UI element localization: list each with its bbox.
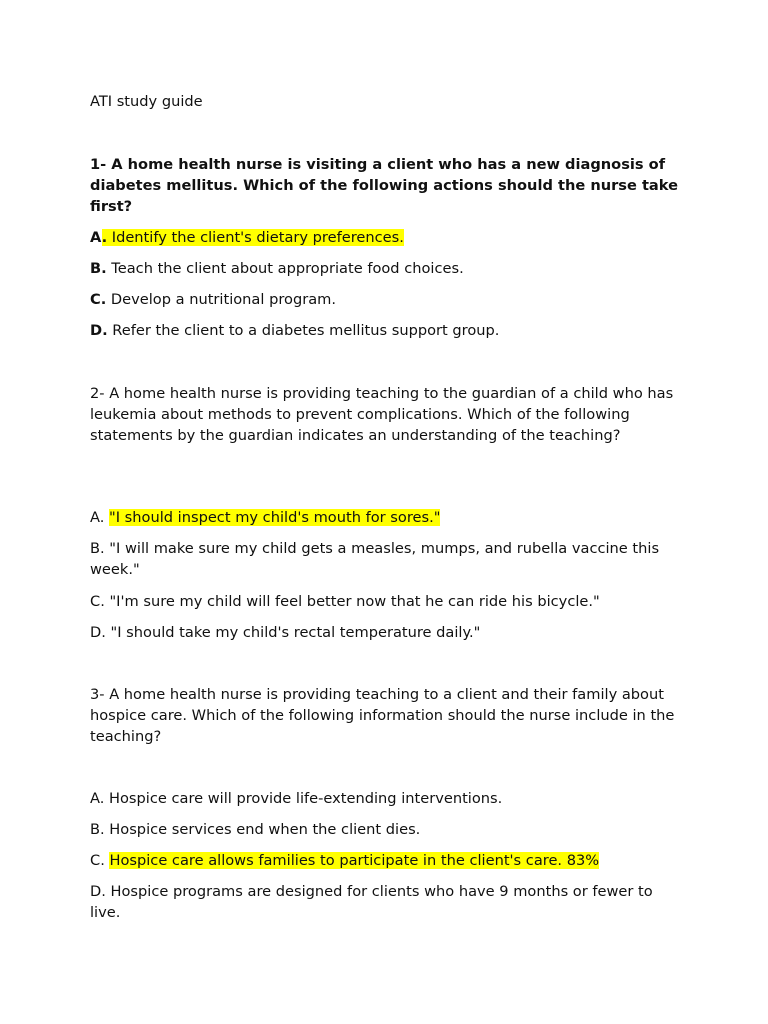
question-1-option-d	[90, 320, 686, 341]
document-title: ATI study guide	[90, 93, 203, 110]
option-text: Hospice care will provide life-extending interventions.	[109, 790, 503, 807]
question-2-stem: 2- A home health nurse is providing teaching to the guardian of a child who has leukemia about methods to prevent complications. Which of the following statements by the guardian indicates an understanding of the teaching?	[90, 385, 674, 444]
question-2-option-c	[90, 591, 686, 612]
option-highlight	[102, 229, 404, 246]
question-1-option-b	[90, 258, 686, 279]
option-text: Identify the client's dietary preferences.	[107, 229, 404, 246]
option-text: Teach the client about appropriate food choices.	[106, 260, 464, 277]
option-letter: B.	[90, 540, 110, 557]
option-text: Hospice care allows families to participate in the client's care. 83%	[109, 852, 600, 869]
option-separator: .	[101, 229, 108, 246]
option-text: Hospice services end when the client dies.	[109, 821, 421, 838]
option-letter: A	[90, 229, 102, 246]
option-letter: B.	[90, 821, 110, 838]
option-text: "I will make sure my child gets a measles, mumps, and rubella vaccine this week."	[90, 540, 660, 578]
option-text: "I should inspect my child's mouth for sores."	[109, 509, 441, 526]
option-letter: C.	[90, 291, 107, 308]
question-3-option-d	[90, 881, 686, 923]
option-text: Refer the client to a diabetes mellitus support group.	[107, 322, 500, 339]
option-text: Develop a nutritional program.	[106, 291, 337, 308]
question-1-option-c	[90, 289, 686, 310]
option-letter: B.	[90, 260, 107, 277]
option-letter: C.	[90, 593, 110, 610]
question-3-option-b	[90, 819, 686, 840]
option-letter: D.	[90, 322, 108, 339]
question-2-option-a	[90, 507, 686, 528]
option-text: "I'm sure my child will feel better now that he can ride his bicycle."	[109, 593, 600, 610]
question-3-option-c	[90, 850, 686, 871]
option-text: Hospice programs are designed for clients who have 9 months or fewer to live.	[90, 883, 653, 921]
option-letter: C.	[90, 852, 110, 869]
question-3-stem: 3- A home health nurse is providing teaching to a client and their family about hospice care. Which of the following information should the nurse include in the teaching?	[90, 686, 675, 745]
question-1-option-a	[90, 227, 686, 248]
question-2-option-d	[90, 622, 686, 643]
question-2-option-b	[90, 538, 686, 580]
question-1-stem: 1- A home health nurse is visiting a client who has a new diagnosis of diabetes mellitus. Which of the following actions should the nurse take first?	[90, 156, 678, 215]
option-letter: A.	[90, 509, 110, 526]
question-3-option-a	[90, 788, 686, 809]
option-letter: A.	[90, 790, 110, 807]
option-letter: D.	[90, 624, 111, 641]
option-text: "I should take my child's rectal temperature daily."	[110, 624, 481, 641]
option-letter: D.	[90, 883, 111, 900]
